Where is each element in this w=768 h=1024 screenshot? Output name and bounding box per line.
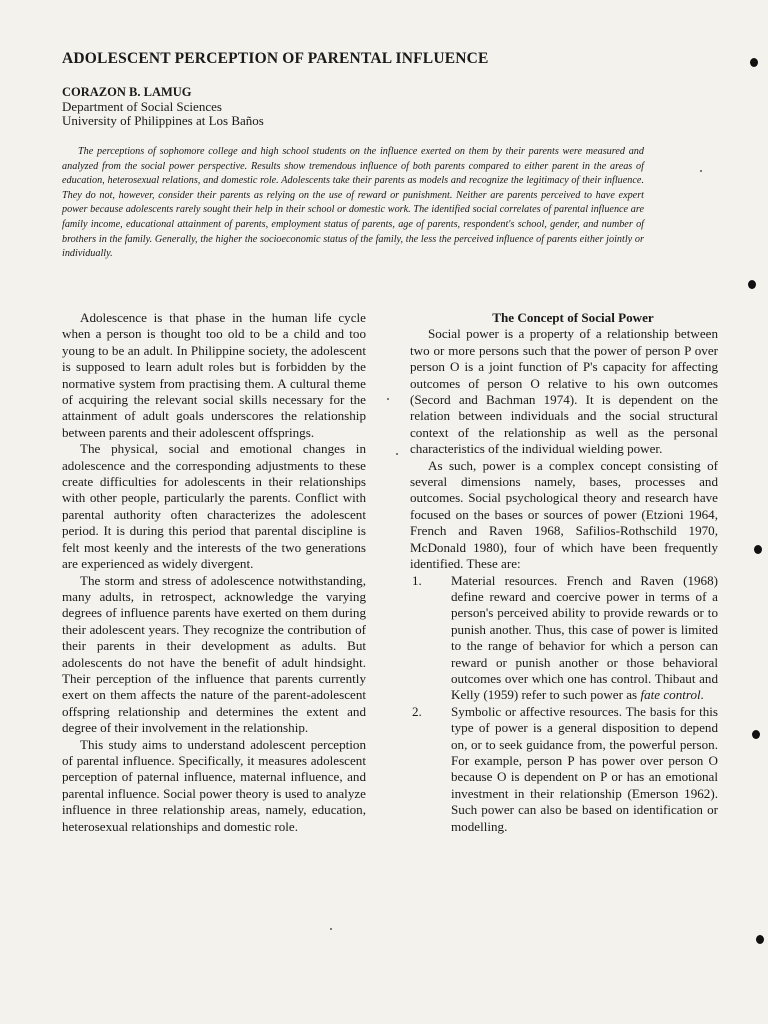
body-paragraph: The physical, social and emotional changes in adolescence and the corresponding adjustments to these create difficulties for adolescents in their relationships with other people, particularly the parents. Conflict with parental authority often characterizes the adolescent period. It is during this period that parental discipline is felt most keenly and the interests of the two generations are experienced as widely divergent. xyxy=(62,441,366,572)
ink-blot xyxy=(750,58,758,67)
ink-blot xyxy=(752,730,760,739)
body-paragraph: The storm and stress of adolescence notwithstanding, many adults, in retrospect, acknowledge the varying degrees of influence parents have exerted on them during their adolescent years. They recognize the contribution of their parents in their development as adults. But adolescents do not have the benefit of adult hindsight. Their perception of the influence that parents currently exert on them affects the nature of the parent-adolescent offspring relationship and determines the extent and degree of their involvement in the relationship. xyxy=(62,572,366,736)
body-paragraph: As such, power is a complex concept consisting of several dimensions namely, bases, processes and outcomes. Social psychological theory and research have focused on the bases or sources of power (Etzioni 1964, French and Raven 1968, Safilios-Rothschild 1970, McDonald 1980), four of which have been frequently identified. These are: xyxy=(410,457,718,572)
author-name: CORAZON B. LAMUG xyxy=(62,85,192,99)
ink-blot xyxy=(756,935,764,944)
italic-term: fate control. xyxy=(640,687,704,703)
paper-title: ADOLESCENT PERCEPTION OF PARENTAL INFLUENCE xyxy=(62,50,489,67)
section-heading: The Concept of Social Power xyxy=(492,310,654,325)
author-block xyxy=(62,85,702,129)
speck xyxy=(700,170,702,172)
list-item-text xyxy=(451,704,718,835)
power-bases-list xyxy=(410,573,718,836)
ink-blot xyxy=(748,280,756,289)
list-item xyxy=(410,573,718,704)
body-paragraph: Social power is a property of a relationship between two or more persons such that the power of person P over person O is a joint function of P's capacity for affecting outcomes of person O relative to his own outcomes (Secord and Bachman 1974). It is dependent on the relation between individuals and the social structural context of the relationship as well as the personal characteristics of the individual wielding power. xyxy=(410,326,718,457)
speck xyxy=(330,928,332,930)
left-column xyxy=(62,310,366,835)
list-item xyxy=(410,704,718,835)
list-item-number: 2. xyxy=(412,703,422,719)
author-department: Department of Social Sciences xyxy=(62,98,222,114)
speck xyxy=(387,398,389,400)
speck xyxy=(396,453,398,455)
author-institution: University of Philippines at Los Baños xyxy=(62,113,264,128)
list-item-number: 1. xyxy=(412,572,422,588)
body-paragraph: This study aims to understand adolescent perception of parental influence. Specifically, it measures adolescent perception of paternal influence, maternal influence, and parental influence. Social power theory is used to analyze influence in three relationship areas, namely, education, heterosexual relationships and domestic role. xyxy=(62,736,366,834)
ink-blot xyxy=(754,545,762,554)
body-paragraph: Adolescence is that phase in the human life cycle when a person is thought too old to be a child and too young to be an adult. In Philippine society, the adolescent is supposed to learn adult roles but is forbidden by the normative system from practising them. A cultural theme of acquiring the relevant social skills necessary for the attainment of adult goals underscores the relationship between parents and their adolescent offsprings. xyxy=(62,310,366,440)
list-item-body: Material resources. French and Raven (1968) define reward and coercive power in terms of a person's perceived ability to provide rewards or to punish another. Thus, this case of power is limited to the range of behavior for which a person can reward or punish another or those behavioral outcomes over which one has control. Thibaut and Kelly (1959) refer to such power as xyxy=(451,572,718,703)
list-item-text xyxy=(451,573,718,704)
right-column xyxy=(410,310,718,835)
abstract: The perceptions of sophomore college and high school students on the influence exerted on them by their parents were measured and analyzed from the social power perspective. Results show tremendous influence of both parents compared to either parent in the areas of education, heterosexual relations, and domestic role. Adolescents take their parents as models and recognize the legitimacy of their influence. They do not, however, consider their parents as relying on the use of reward or punishment. Neither are parents perceived to have expert power because adolescents rarely sought their help in their school or domestic work. The identified social correlates of parental influence are family income, educational attainment of parents, employment status of parents, age of parents, respondent's school, gender, and number of brothers in the family. Generally, the higher the socioeconomic status of the family, the less the perceived influence of parents either jointly or individually. xyxy=(62,146,644,260)
list-item-body: Symbolic or affective resources. The basis for this type of power is a general disposition to depend on, or to seek guidance from, the powerful person. For example, person P has power over person O because O is dependent on P or has an emotional investment in their relationship (Emerson 1962). Such power can also be based on identification or modelling. xyxy=(451,703,718,834)
